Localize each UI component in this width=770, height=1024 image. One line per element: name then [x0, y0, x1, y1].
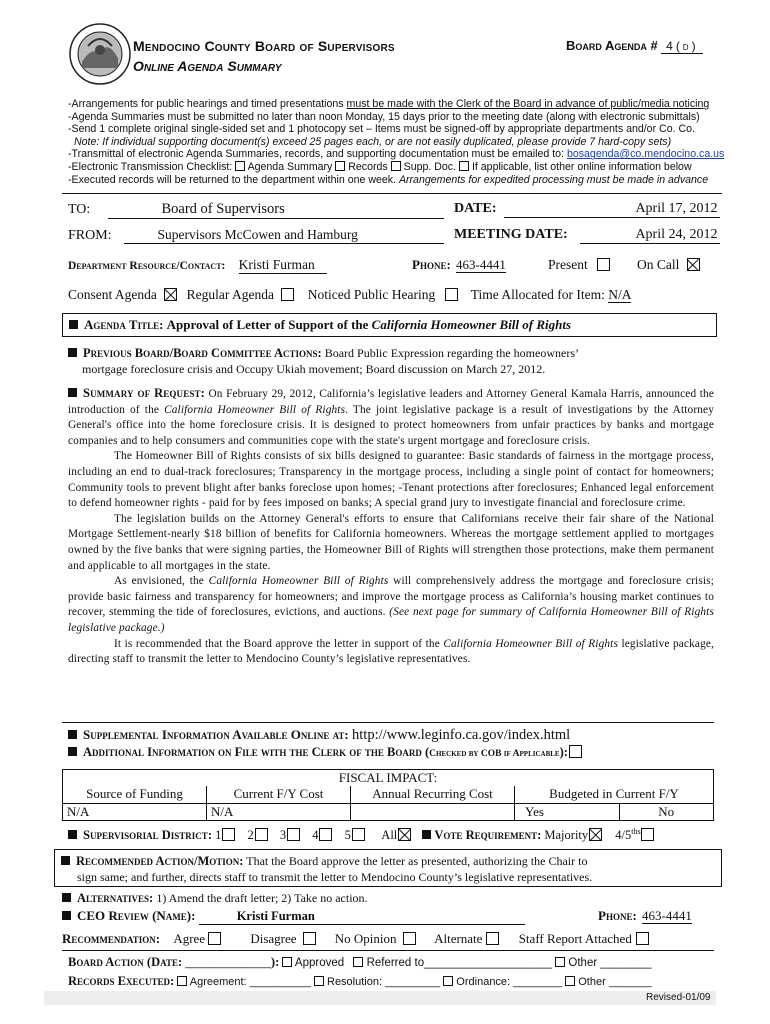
- meeting-date-row: [454, 227, 720, 244]
- checkbox-ordinance[interactable]: [443, 976, 453, 986]
- agenda-number-label: Board Agenda #: [566, 38, 658, 53]
- meeting-date-label: MEETING DATE:: [454, 227, 568, 242]
- summary-label: Summary of Request:: [83, 386, 205, 400]
- instruction-line: Note: If individual supporting document(s) exceed 25 pages each, or are not easily duplicated, please provide 7 hard-copy sets): [74, 135, 672, 148]
- present-option: [548, 257, 610, 273]
- recommended-label: Recommended Action/Motion:: [76, 854, 244, 868]
- contact-label: Department Resource/Contact:: [68, 260, 226, 272]
- agenda-title-value: Approval of Letter of Support of the California Homeowner Bill of Rights: [166, 317, 572, 332]
- ceo-phone-value[interactable]: 463-4441: [642, 908, 692, 923]
- agenda-title-box: [62, 313, 717, 337]
- checkbox-regular[interactable]: [281, 288, 294, 301]
- board-action-row: Board Action (Date: ______________): Approved Referred to____________________ Other ________: [68, 955, 652, 969]
- form-title-line1: Mendocino County Board of Supervisors: [133, 38, 395, 54]
- checkbox-supp-doc[interactable]: [391, 161, 401, 171]
- recommendation-row: Recommendation: Agree Disagree No Opinion Alternate Staff Report Attached: [62, 931, 649, 947]
- previous-actions: Previous Board/Board Committee Actions: Board Public Expression regarding the homeowners’ mortgage foreclosure crisis and Occupy Ukiah movement; Board discussion on March 27, 2012.: [68, 345, 718, 377]
- bullet-icon: [62, 911, 71, 920]
- records-executed-row: Records Executed: Agreement: __________ Resolution: _________ Ordinance: ________ Other _______: [68, 974, 652, 988]
- checkbox-present[interactable]: [597, 258, 610, 271]
- summary-paragraph: It is recommended that the Board approve the letter in support of the California Homeowner Bill of Rights legislative package, directing staff to transmit the letter to Mendocino County’s legislative representatives.: [68, 637, 714, 666]
- fiscal-title: FISCAL IMPACT:: [63, 770, 714, 787]
- phone-row: [412, 257, 506, 273]
- contact-row: [68, 257, 327, 274]
- transmission-checklist: -Electronic Transmission Checklist: Agenda Summary Records Supp. Doc. If applicable, list other online information below: [68, 160, 692, 173]
- budget-no[interactable]: No: [658, 803, 675, 819]
- checkbox-noticed-hearing[interactable]: [445, 288, 458, 301]
- checkbox-agenda-summary[interactable]: [235, 161, 245, 171]
- checkbox-consent[interactable]: [164, 288, 177, 301]
- fiscal-header: Source of Funding: [63, 786, 207, 803]
- email-link[interactable]: bosagenda@co.mendocino.ca.us: [566, 148, 725, 161]
- checkbox-district-1[interactable]: [222, 828, 235, 841]
- checkbox-district-5[interactable]: [352, 828, 365, 841]
- bullet-icon: [68, 730, 77, 739]
- agenda-number-value[interactable]: 4(d): [661, 39, 703, 54]
- to-row: [68, 201, 444, 219]
- checkbox-resolution[interactable]: [314, 976, 324, 986]
- checkbox-district-all[interactable]: [398, 828, 411, 841]
- checkbox-referred[interactable]: [353, 957, 363, 967]
- fiscal-current-value[interactable]: N/A: [207, 803, 351, 820]
- checkbox-agree[interactable]: [208, 932, 221, 945]
- from-value[interactable]: Supervisors McCowen and Hamburg: [124, 227, 444, 244]
- ceo-review-name[interactable]: Kristi Furman: [199, 909, 525, 925]
- bullet-icon: [68, 388, 77, 397]
- agenda-number-field: [566, 38, 703, 54]
- fiscal-impact: [62, 769, 714, 821]
- checkbox-other-record[interactable]: [565, 976, 575, 986]
- date-label: DATE:: [454, 201, 497, 216]
- fiscal-header: Current F/Y Cost: [207, 786, 351, 803]
- divider: [62, 950, 714, 951]
- alternatives-row: Alternatives: 1) Amend the draft letter; 2) Take no action.: [62, 891, 368, 906]
- county-seal: [68, 22, 132, 86]
- from-label: FROM:: [68, 228, 112, 243]
- summary-paragraph: The legislation builds on the Attorney General's efforts to ensure that Californians receive their fair share of the National Mortgage Settlement-nearly $18 billion of benefits for California homeowners. Whereas the mortgage settlement applied to mortgages owned by the five banks that were signing parties, the Homeowner Bill of Rights will strengthen those protections, make them permanent and applicable to all mortgages in the state.: [68, 512, 714, 572]
- present-label: Present: [548, 257, 588, 272]
- supplemental-link[interactable]: http://www.leginfo.ca.gov/index.html: [352, 727, 571, 743]
- checkbox-other-online[interactable]: [459, 161, 469, 171]
- district-row: Supervisorial District: 1 2 3 4 5 All Vote Requirement: Majority $4/5^{ths}$: [68, 827, 654, 843]
- previous-actions-label: Previous Board/Board Committee Actions:: [83, 346, 322, 360]
- oncall-option: [637, 257, 700, 273]
- recommendation-label: Recommendation:: [62, 931, 161, 946]
- date-row: [454, 201, 720, 218]
- fiscal-header: Budgeted in Current F/Y: [515, 786, 714, 803]
- meeting-date-value[interactable]: April 24, 2012: [580, 227, 720, 244]
- alternatives-label: Alternatives:: [77, 891, 154, 905]
- noticed-label: Noticed Public Hearing: [307, 287, 436, 302]
- contact-value[interactable]: Kristi Furman: [239, 257, 327, 274]
- divider: [62, 193, 722, 194]
- checkbox-on-call[interactable]: [687, 258, 700, 271]
- bullet-icon: [68, 747, 77, 756]
- footer-bar: [44, 991, 716, 1005]
- summary-paragraph: The Homeowner Bill of Rights consists of six bills designed to guarantee: Basic standards of fairness in the mortgage process, including an end to dual-track foreclosures; Transparency in the mortgage process, including a single point of contact for homeowners; Community tools to prevent blight after banks foreclose upon homes; -Tenant protections after foreclosures; Enhanced legal enforcement to defend homeowner rights - paid for by fees imposed on banks; A special grand jury to investigate financial and foreclosure crime.: [68, 450, 714, 510]
- supplemental-row: [68, 727, 570, 744]
- checkbox-majority[interactable]: [589, 828, 602, 841]
- bullet-icon: [422, 830, 431, 839]
- checkbox-alternate[interactable]: [486, 932, 499, 945]
- checkbox-records[interactable]: [335, 161, 345, 171]
- checkbox-district-4[interactable]: [319, 828, 332, 841]
- fiscal-source-value[interactable]: N/A: [63, 803, 207, 820]
- instruction-line: -Arrangements for public hearings and timed presentations must be made with the Clerk of the Board in advance of public/media noticing: [68, 98, 710, 110]
- summary-paragraph: As envisioned, the California Homeowner Bill of Rights will comprehensively address the mortgage and foreclosure crisis; provide basic fairness and transparency for homeowners; and improve the mortgage process as California’s housing market continues to recover, stemming the tide of foreclosures, evictions, and auctions. (See next page for summary of California Homeowner Bill of Rights legislative package.): [68, 575, 715, 634]
- district-label: Supervisorial District:: [83, 828, 212, 843]
- bullet-icon: [62, 893, 71, 902]
- supplemental-label: Supplemental Information Available Online at:: [83, 727, 349, 742]
- agenda-title-label: Agenda Title:: [84, 317, 164, 332]
- regular-label: Regular Agenda: [186, 287, 274, 302]
- form-subtitle: Online Agenda Summary: [133, 58, 282, 74]
- instruction-line: -Agenda Summaries must be submitted no later than noon Monday, 15 days prior to the meeting date (along with electronic submittals): [68, 110, 700, 123]
- instruction-line: -Transmittal of electronic Agenda Summaries, records, and supporting documentation must be emailed to: bosagenda@co.mendocino.ca.us: [68, 148, 725, 161]
- checkbox-staff-report[interactable]: [636, 932, 649, 945]
- divider: [62, 722, 714, 723]
- checkbox-district-3[interactable]: [287, 828, 300, 841]
- bullet-icon: [69, 320, 78, 329]
- bullet-icon: [68, 830, 77, 839]
- instruction-line: -Send 1 complete original single-sided set and 1 photocopy set – Items must be signed-off by appropriate departments and/or Co. Co.: [68, 123, 695, 136]
- bullet-icon: [61, 856, 70, 865]
- vote-requirement-label: Vote Requirement:: [434, 828, 542, 843]
- checkbox-four-fifths[interactable]: [641, 828, 654, 841]
- fiscal-annual-value[interactable]: [351, 803, 515, 820]
- fiscal-header: Annual Recurring Cost: [351, 786, 515, 803]
- date-value[interactable]: April 17, 2012: [504, 201, 720, 218]
- checkbox-district-2[interactable]: [255, 828, 268, 841]
- time-allocated-value[interactable]: N/A: [608, 287, 632, 302]
- consent-label: Consent Agenda: [68, 287, 157, 302]
- fiscal-budgeted: [515, 803, 714, 820]
- instructions-block: [68, 98, 728, 186]
- from-row: [68, 227, 444, 244]
- instruction-line: -Executed records will be returned to the department within one week. Arrangements for expedited processing must be made in advance: [68, 173, 709, 186]
- recommended-action-box: Recommended Action/Motion: That the Board approve the letter as presented, authorizing the Chair to sign same; and further, directs staff to transmit the letter to Mendocino County’s legislative representatives.: [54, 849, 722, 887]
- to-label: TO:: [68, 202, 91, 217]
- time-allocated-label: Time Allocated for Item:: [470, 287, 605, 302]
- ceo-review-label: CEO Review (Name):: [77, 908, 196, 923]
- phone-label: Phone:: [412, 257, 451, 272]
- oncall-label: On Call: [637, 257, 680, 272]
- agenda-type-row: [68, 287, 631, 303]
- board-action-label: Board Action (Date:: [68, 955, 183, 969]
- ceo-phone: Phone: 463-4441: [598, 908, 692, 923]
- checkbox-additional-info[interactable]: [569, 745, 582, 758]
- checkbox-approved[interactable]: [282, 957, 292, 967]
- summary-of-request: Summary of Request: On February 29, 2012, California’s legislative leaders and Attorney General Kamala Harris, announced the introduction of the California Homeowner Bill of Rights. The joint legislative package is a result of investigations by the Attorney General's office into the home foreclosure crisis. It is designed to protect homeowners from unfair practices by banks and mortgage companies and to help consumers and communities cope with the state's urgent mortgage and foreclosure crisis. The Homeowner Bill of Rights consists of six bills designed to guarantee: Basic standards of fairness in the mortgage process, including an end to dual-track foreclosures; Transparency in the mortgage process, including a single point of contact for homeowners; Community tools to prevent blight after banks foreclose upon homes; -Tenant protections after foreclosures; Enhanced legal enforcement to defend homeowner rights - paid for by fees imposed on banks; A special grand jury to investigate financial and foreclosure crime. The legislation builds on the Attorney General's efforts to ensure that Californians receive their fair share of the National Mortgage Settlement-nearly $18 billion of benefits for California homeowners. Whereas the mortgage settlement applied to mortgages owned by the five banks that were signing parties, the Homeowner Bill of Rights will strengthen those protections, make them permanent and applicable to all mortgages in the state. As envisioned, the California Homeowner Bill of Rights will comprehensively address the mortgage and foreclosure crisis; provide basic fairness and transparency for homeowners; and improve the mortgage process as California’s housing market continues to recover, stemming the tide of foreclosures, evictions, and auctions. (See next page for summary of California Homeowner Bill of Rights legislative package.) It is recommended that the Board approve the letter in support of the California Homeowner Bill of Rights legislative package, directing staff to transmit the letter to Mendocino County’s legislative representatives.: [68, 386, 714, 668]
- phone-value[interactable]: 463-4441: [456, 257, 506, 272]
- bullet-icon: [68, 348, 77, 357]
- budget-yes[interactable]: Yes: [515, 804, 620, 820]
- to-value[interactable]: Board of Supervisors: [108, 201, 444, 219]
- checkbox-agreement[interactable]: [177, 976, 187, 986]
- checkbox-no-opinion[interactable]: [403, 932, 416, 945]
- records-executed-label: Records Executed:: [68, 974, 175, 988]
- ceo-review-row: [62, 908, 525, 925]
- form-title: [133, 38, 395, 54]
- additional-info-row: Additional Information on File with the Clerk of the Board (Checked by COB if Applicable):: [68, 745, 582, 760]
- checkbox-disagree[interactable]: [303, 932, 316, 945]
- revised-label: Revised-01/09: [646, 992, 711, 1003]
- checkbox-other-action[interactable]: [555, 957, 565, 967]
